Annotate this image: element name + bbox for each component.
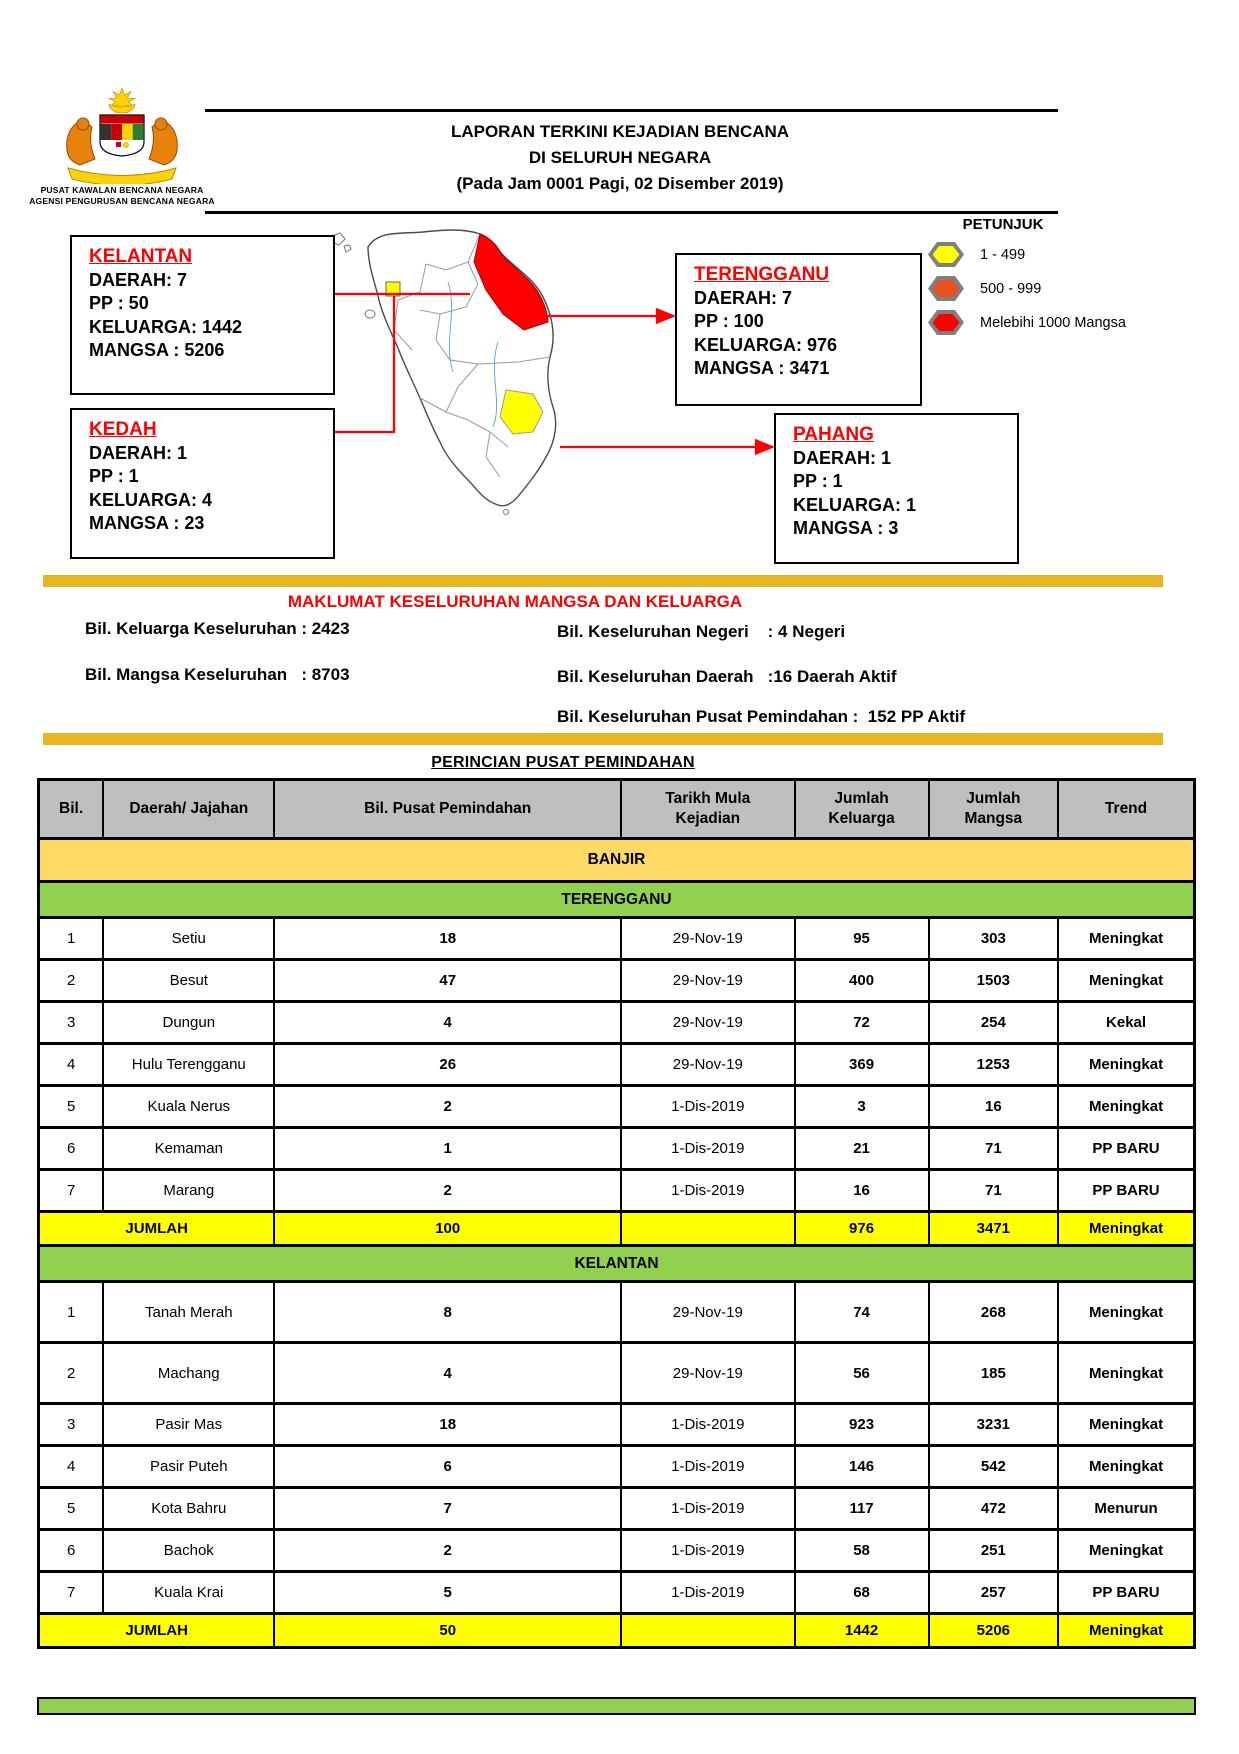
jumlah-cell-1: 50 bbox=[274, 1614, 621, 1648]
table-row bbox=[39, 1170, 1195, 1212]
cell-2: 47 bbox=[274, 960, 621, 1002]
cell-1: Besut bbox=[103, 960, 274, 1002]
table-row bbox=[39, 918, 1195, 960]
cell-0: 3 bbox=[39, 1404, 104, 1446]
jumlah-row bbox=[39, 1614, 1195, 1648]
cell-0: 5 bbox=[39, 1086, 104, 1128]
state-name: PAHANG bbox=[793, 424, 874, 445]
legend-item bbox=[928, 310, 1228, 335]
cell-3: 1-Dis-2019 bbox=[621, 1404, 794, 1446]
table-header-row bbox=[39, 780, 1195, 839]
cell-3: 1-Dis-2019 bbox=[621, 1446, 794, 1488]
cell-4: 117 bbox=[795, 1488, 929, 1530]
jumlah-cell-3: 1442 bbox=[795, 1614, 929, 1648]
jumlah-cell-5: Meningkat bbox=[1058, 1212, 1194, 1246]
cell-2: 6 bbox=[274, 1446, 621, 1488]
state-section-band bbox=[39, 882, 1195, 918]
cell-0: 3 bbox=[39, 1002, 104, 1044]
cell-4: 68 bbox=[795, 1572, 929, 1614]
cell-2: 7 bbox=[274, 1488, 621, 1530]
cell-1: Pasir Mas bbox=[103, 1404, 274, 1446]
cell-6: PP BARU bbox=[1058, 1170, 1194, 1212]
coat-of-arms-logo bbox=[56, 88, 188, 184]
cell-5: 254 bbox=[929, 1002, 1058, 1044]
cell-1: Tanah Merah bbox=[103, 1282, 274, 1343]
cell-6: Kekal bbox=[1058, 1002, 1194, 1044]
cell-5: 1253 bbox=[929, 1044, 1058, 1086]
cell-0: 7 bbox=[39, 1572, 104, 1614]
table-row bbox=[39, 1572, 1195, 1614]
table-row bbox=[39, 1488, 1195, 1530]
legend-label: 1 - 499 bbox=[980, 246, 1026, 263]
cell-0: 7 bbox=[39, 1170, 104, 1212]
cell-3: 29-Nov-19 bbox=[621, 1044, 794, 1086]
cell-4: 400 bbox=[795, 960, 929, 1002]
summary-title: MAKLUMAT KESELURUHAN MANGSA DAN KELUARGA bbox=[287, 592, 743, 611]
cell-1: Kota Bahru bbox=[103, 1488, 274, 1530]
cell-6: PP BARU bbox=[1058, 1128, 1194, 1170]
jumlah-cell-2 bbox=[621, 1614, 794, 1648]
cell-2: 1 bbox=[274, 1128, 621, 1170]
jumlah-cell-0: JUMLAH bbox=[39, 1212, 275, 1246]
cell-0: 1 bbox=[39, 1282, 104, 1343]
col-header-jumlah-keluarga: Jumlah Keluarga bbox=[795, 780, 929, 839]
map-yellow-zone-kedah bbox=[386, 282, 400, 296]
cell-3: 1-Dis-2019 bbox=[621, 1530, 794, 1572]
cell-4: 369 bbox=[795, 1044, 929, 1086]
col-header-pusat-pemindahan: Bil. Pusat Pemindahan bbox=[274, 780, 621, 839]
cell-2: 2 bbox=[274, 1170, 621, 1212]
cell-3: 29-Nov-19 bbox=[621, 1343, 794, 1404]
cell-6: Meningkat bbox=[1058, 960, 1194, 1002]
cell-4: 74 bbox=[795, 1282, 929, 1343]
malaysia-crest-icon bbox=[56, 88, 188, 184]
cell-5: 542 bbox=[929, 1446, 1058, 1488]
cell-0: 2 bbox=[39, 960, 104, 1002]
jumlah-cell-2 bbox=[621, 1212, 794, 1246]
table-body bbox=[39, 839, 1195, 1648]
cell-3: 29-Nov-19 bbox=[621, 1282, 794, 1343]
banjir-band-label: BANJIR bbox=[39, 839, 1195, 882]
hexagon-icon bbox=[928, 276, 964, 301]
cell-1: Kuala Krai bbox=[103, 1572, 274, 1614]
cell-3: 1-Dis-2019 bbox=[621, 1572, 794, 1614]
table-row bbox=[39, 1343, 1195, 1404]
cell-5: 257 bbox=[929, 1572, 1058, 1614]
cell-3: 29-Nov-19 bbox=[621, 960, 794, 1002]
state-box-pahang: PAHANG DAERAH: 1 PP : 1 KELUARGA: 1 MANGSA : 3 bbox=[774, 413, 1019, 564]
relocation-centre-table bbox=[37, 778, 1196, 1649]
state-name: KELANTAN bbox=[89, 246, 193, 267]
jumlah-cell-0: JUMLAH bbox=[39, 1614, 275, 1648]
org-line-1: PUSAT KAWALAN BENCANA NEGARA bbox=[40, 185, 204, 195]
table-row bbox=[39, 1446, 1195, 1488]
cell-0: 1 bbox=[39, 918, 104, 960]
cell-1: Dungun bbox=[103, 1002, 274, 1044]
cell-3: 29-Nov-19 bbox=[621, 1002, 794, 1044]
cell-5: 472 bbox=[929, 1488, 1058, 1530]
cell-1: Bachok bbox=[103, 1530, 274, 1572]
cell-3: 1-Dis-2019 bbox=[621, 1488, 794, 1530]
legend-item bbox=[928, 242, 1228, 267]
cell-6: Meningkat bbox=[1058, 1530, 1194, 1572]
state-box-terengganu: TERENGGANU DAERAH: 7 PP : 100 KELUARGA: 976 MANGSA : 3471 bbox=[675, 253, 922, 406]
cell-5: 1503 bbox=[929, 960, 1058, 1002]
legend-label: 500 - 999 bbox=[980, 280, 1042, 297]
cell-2: 18 bbox=[274, 918, 621, 960]
cell-5: 268 bbox=[929, 1282, 1058, 1343]
cell-4: 56 bbox=[795, 1343, 929, 1404]
jumlah-cell-1: 100 bbox=[274, 1212, 621, 1246]
cell-5: 185 bbox=[929, 1343, 1058, 1404]
cell-0: 2 bbox=[39, 1343, 104, 1404]
org-name bbox=[14, 185, 230, 208]
cell-0: 6 bbox=[39, 1530, 104, 1572]
state-section-band bbox=[39, 1246, 1195, 1282]
title-rule-top bbox=[205, 109, 1058, 112]
summary-keluarga-total: Bil. Keluarga Keseluruhan : 2423 bbox=[85, 619, 350, 638]
summary-pp-total: Bil. Keseluruhan Pusat Pemindahan : 152 PP Aktif bbox=[557, 707, 966, 726]
cell-4: 95 bbox=[795, 918, 929, 960]
cell-0: 4 bbox=[39, 1044, 104, 1086]
state-name: TERENGGANU bbox=[694, 264, 830, 285]
cell-4: 146 bbox=[795, 1446, 929, 1488]
banjir-band-row bbox=[39, 839, 1195, 882]
table-row bbox=[39, 960, 1195, 1002]
table-title: PERINCIAN PUSAT PEMINDAHAN bbox=[431, 754, 695, 771]
cell-5: 303 bbox=[929, 918, 1058, 960]
table-row bbox=[39, 1282, 1195, 1343]
summary-negeri-total: Bil. Keseluruhan Negeri : 4 Negeri bbox=[557, 622, 846, 641]
jumlah-row bbox=[39, 1212, 1195, 1246]
col-header-trend: Trend bbox=[1058, 780, 1194, 839]
table-row bbox=[39, 1530, 1195, 1572]
summary-daerah-total: Bil. Keseluruhan Daerah :16 Daerah Aktif bbox=[557, 667, 897, 686]
cell-1: Kuala Nerus bbox=[103, 1086, 274, 1128]
legend-item bbox=[928, 276, 1228, 301]
cell-5: 3231 bbox=[929, 1404, 1058, 1446]
cell-6: Meningkat bbox=[1058, 1044, 1194, 1086]
table-row bbox=[39, 1044, 1195, 1086]
cell-5: 71 bbox=[929, 1128, 1058, 1170]
cell-5: 71 bbox=[929, 1170, 1058, 1212]
cell-6: Meningkat bbox=[1058, 1343, 1194, 1404]
hexagon-icon bbox=[928, 310, 964, 335]
cell-2: 2 bbox=[274, 1086, 621, 1128]
title-line-3: (Pada Jam 0001 Pagi, 02 Disember 2019) bbox=[456, 174, 784, 193]
cell-6: PP BARU bbox=[1058, 1572, 1194, 1614]
cell-4: 58 bbox=[795, 1530, 929, 1572]
cell-2: 8 bbox=[274, 1282, 621, 1343]
title-line-2: DI SELURUH NEGARA bbox=[528, 148, 712, 167]
legend bbox=[928, 216, 1228, 335]
cell-4: 3 bbox=[795, 1086, 929, 1128]
map-peninsular-malaysia bbox=[328, 222, 650, 517]
cell-5: 16 bbox=[929, 1086, 1058, 1128]
cell-6: Meningkat bbox=[1058, 1404, 1194, 1446]
table-row bbox=[39, 1002, 1195, 1044]
jumlah-cell-4: 3471 bbox=[929, 1212, 1058, 1246]
state-box-kedah: KEDAH DAERAH: 1 PP : 1 KELUARGA: 4 MANGSA : 23 bbox=[70, 408, 335, 559]
col-header-daerah: Daerah/ Jajahan bbox=[103, 780, 274, 839]
legend-title: PETUNJUK bbox=[962, 216, 1044, 233]
cell-6: Meningkat bbox=[1058, 918, 1194, 960]
cell-0: 4 bbox=[39, 1446, 104, 1488]
state-box-kelantan: KELANTAN DAERAH: 7 PP : 50 KELUARGA: 1442 MANGSA : 5206 bbox=[70, 235, 335, 395]
jumlah-cell-5: Meningkat bbox=[1058, 1614, 1194, 1648]
cell-3: 1-Dis-2019 bbox=[621, 1128, 794, 1170]
cell-5: 251 bbox=[929, 1530, 1058, 1572]
state-band-label: TERENGGANU bbox=[39, 882, 1195, 918]
summary-mangsa-total: Bil. Mangsa Keseluruhan : 8703 bbox=[85, 665, 350, 684]
cell-3: 1-Dis-2019 bbox=[621, 1170, 794, 1212]
cell-1: Pasir Puteh bbox=[103, 1446, 274, 1488]
cell-3: 1-Dis-2019 bbox=[621, 1086, 794, 1128]
cell-4: 72 bbox=[795, 1002, 929, 1044]
cell-2: 5 bbox=[274, 1572, 621, 1614]
cell-6: Menurun bbox=[1058, 1488, 1194, 1530]
divider-bar bbox=[43, 733, 1163, 745]
title-rule-bottom bbox=[205, 211, 1058, 214]
table-row bbox=[39, 1086, 1195, 1128]
cell-1: Setiu bbox=[103, 918, 274, 960]
col-header-tarikh: Tarikh Mula Kejadian bbox=[621, 780, 794, 839]
cell-1: Machang bbox=[103, 1343, 274, 1404]
table-row bbox=[39, 1128, 1195, 1170]
table-row bbox=[39, 1404, 1195, 1446]
cell-0: 5 bbox=[39, 1488, 104, 1530]
cell-4: 21 bbox=[795, 1128, 929, 1170]
col-header-jumlah-mangsa: Jumlah Mangsa bbox=[929, 780, 1058, 839]
report-title bbox=[205, 119, 1035, 197]
map-svg bbox=[328, 222, 650, 517]
cell-1: Hulu Terengganu bbox=[103, 1044, 274, 1086]
title-line-1: LAPORAN TERKINI KEJADIAN BENCANA bbox=[450, 122, 790, 141]
cell-0: 6 bbox=[39, 1128, 104, 1170]
cell-2: 18 bbox=[274, 1404, 621, 1446]
truncated-section-band bbox=[37, 1697, 1196, 1715]
cell-3: 29-Nov-19 bbox=[621, 918, 794, 960]
col-header-bil: Bil. bbox=[39, 780, 104, 839]
cell-2: 26 bbox=[274, 1044, 621, 1086]
cell-4: 16 bbox=[795, 1170, 929, 1212]
org-line-2: AGENSI PENGURUSAN BENCANA NEGARA bbox=[29, 196, 215, 207]
jumlah-cell-3: 976 bbox=[795, 1212, 929, 1246]
cell-1: Kemaman bbox=[103, 1128, 274, 1170]
hexagon-icon bbox=[928, 242, 964, 267]
cell-2: 4 bbox=[274, 1343, 621, 1404]
cell-4: 923 bbox=[795, 1404, 929, 1446]
cell-2: 4 bbox=[274, 1002, 621, 1044]
divider-bar bbox=[43, 575, 1163, 587]
cell-1: Marang bbox=[103, 1170, 274, 1212]
jumlah-cell-4: 5206 bbox=[929, 1614, 1058, 1648]
state-name: KEDAH bbox=[89, 419, 157, 440]
cell-6: Meningkat bbox=[1058, 1446, 1194, 1488]
cell-6: Meningkat bbox=[1058, 1282, 1194, 1343]
cell-2: 2 bbox=[274, 1530, 621, 1572]
cell-6: Meningkat bbox=[1058, 1086, 1194, 1128]
legend-label: Melebihi 1000 Mangsa bbox=[980, 314, 1126, 331]
state-band-label: KELANTAN bbox=[39, 1246, 1195, 1282]
